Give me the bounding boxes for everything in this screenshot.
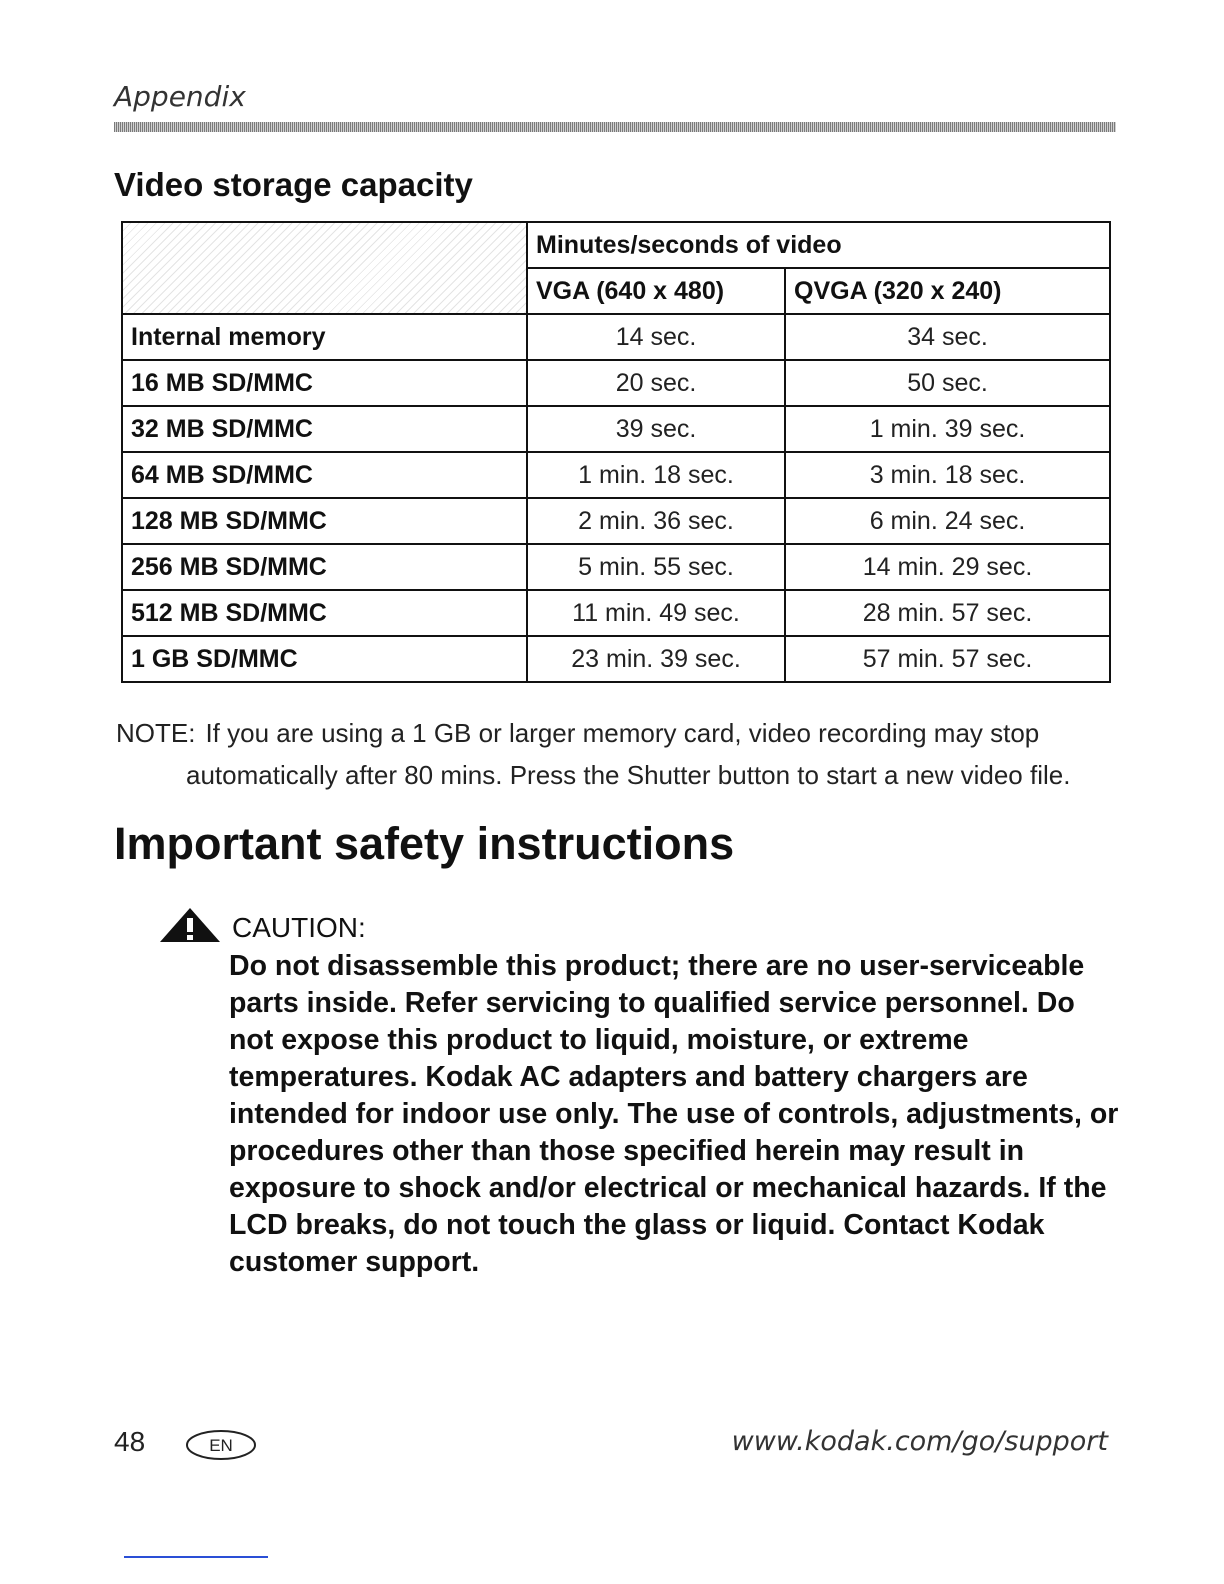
table-corner-cell — [122, 222, 527, 314]
bottom-accent-line — [124, 1556, 268, 1558]
vga-value: 2 min. 36 sec. — [527, 498, 785, 544]
note-label: NOTE: — [116, 718, 196, 748]
table-header-row — [122, 222, 1110, 268]
qvga-value: 6 min. 24 sec. — [785, 498, 1110, 544]
row-label: 256 MB SD/MMC — [122, 544, 527, 590]
qvga-value: 34 sec. — [785, 314, 1110, 360]
column-header-vga: VGA (640 x 480) — [527, 268, 785, 314]
vga-value: 5 min. 55 sec. — [527, 544, 785, 590]
row-label: 1 GB SD/MMC — [122, 636, 527, 682]
table-row — [122, 544, 1110, 590]
video-storage-table — [121, 221, 1111, 683]
vga-value: 11 min. 49 sec. — [527, 590, 785, 636]
header-rule — [114, 122, 1116, 132]
row-label: 128 MB SD/MMC — [122, 498, 527, 544]
section-title: Video storage capacity — [114, 166, 473, 203]
qvga-value: 28 min. 57 sec. — [785, 590, 1110, 636]
row-label: Internal memory — [122, 314, 527, 360]
running-head: Appendix — [114, 80, 246, 113]
note-text-line2: automatically after 80 mins. Press the Shutter button to start a new video file. — [186, 760, 1071, 790]
vga-value: 20 sec. — [527, 360, 785, 406]
qvga-value: 14 min. 29 sec. — [785, 544, 1110, 590]
qvga-value: 3 min. 18 sec. — [785, 452, 1110, 498]
vga-value: 1 min. 18 sec. — [527, 452, 785, 498]
row-label: 512 MB SD/MMC — [122, 590, 527, 636]
table-row — [122, 590, 1110, 636]
qvga-value: 57 min. 57 sec. — [785, 636, 1110, 682]
table-row — [122, 498, 1110, 544]
warning-triangle-icon — [158, 906, 222, 949]
column-header-qvga: QVGA (320 x 240) — [785, 268, 1110, 314]
row-label: 16 MB SD/MMC — [122, 360, 527, 406]
caution-label: CAUTION: — [232, 911, 366, 943]
vga-value: 39 sec. — [527, 406, 785, 452]
vga-value: 14 sec. — [527, 314, 785, 360]
language-oval-icon — [184, 1428, 258, 1467]
caution-text: Do not disassemble this product; there are no user-serviceable parts inside. Refer servicing to qualified service personnel. Do not expose this product to liquid, moisture, or extreme temperatures. Kodak AC adapters and battery chargers are intended for indoor use only. The use of controls, adjustments, or procedures other than those specified herein may result in exposure to shock and/or electrical or mechanical hazards. If the LCD breaks, do not touch the glass or liquid. Contact Kodak customer support. — [229, 950, 1119, 1278]
qvga-value: 1 min. 39 sec. — [785, 406, 1110, 452]
safety-title: Important safety instructions — [114, 818, 735, 869]
row-label: 64 MB SD/MMC — [122, 452, 527, 498]
vga-value: 23 min. 39 sec. — [527, 636, 785, 682]
table-row — [122, 636, 1110, 682]
language-badge-text: EN — [209, 1436, 233, 1455]
table-row — [122, 452, 1110, 498]
note-text-line1: If you are using a 1 GB or larger memory card, video recording may stop — [205, 718, 1040, 748]
qvga-value: 50 sec. — [785, 360, 1110, 406]
table-row — [122, 360, 1110, 406]
table-row — [122, 314, 1110, 360]
table-row — [122, 406, 1110, 452]
caution-heading — [158, 906, 366, 949]
support-url: www.kodak.com/go/support — [731, 1426, 1108, 1457]
group-header: Minutes/seconds of video — [527, 222, 1110, 268]
page-number: 48 — [114, 1426, 146, 1457]
row-label: 32 MB SD/MMC — [122, 406, 527, 452]
storage-note — [116, 712, 1116, 796]
